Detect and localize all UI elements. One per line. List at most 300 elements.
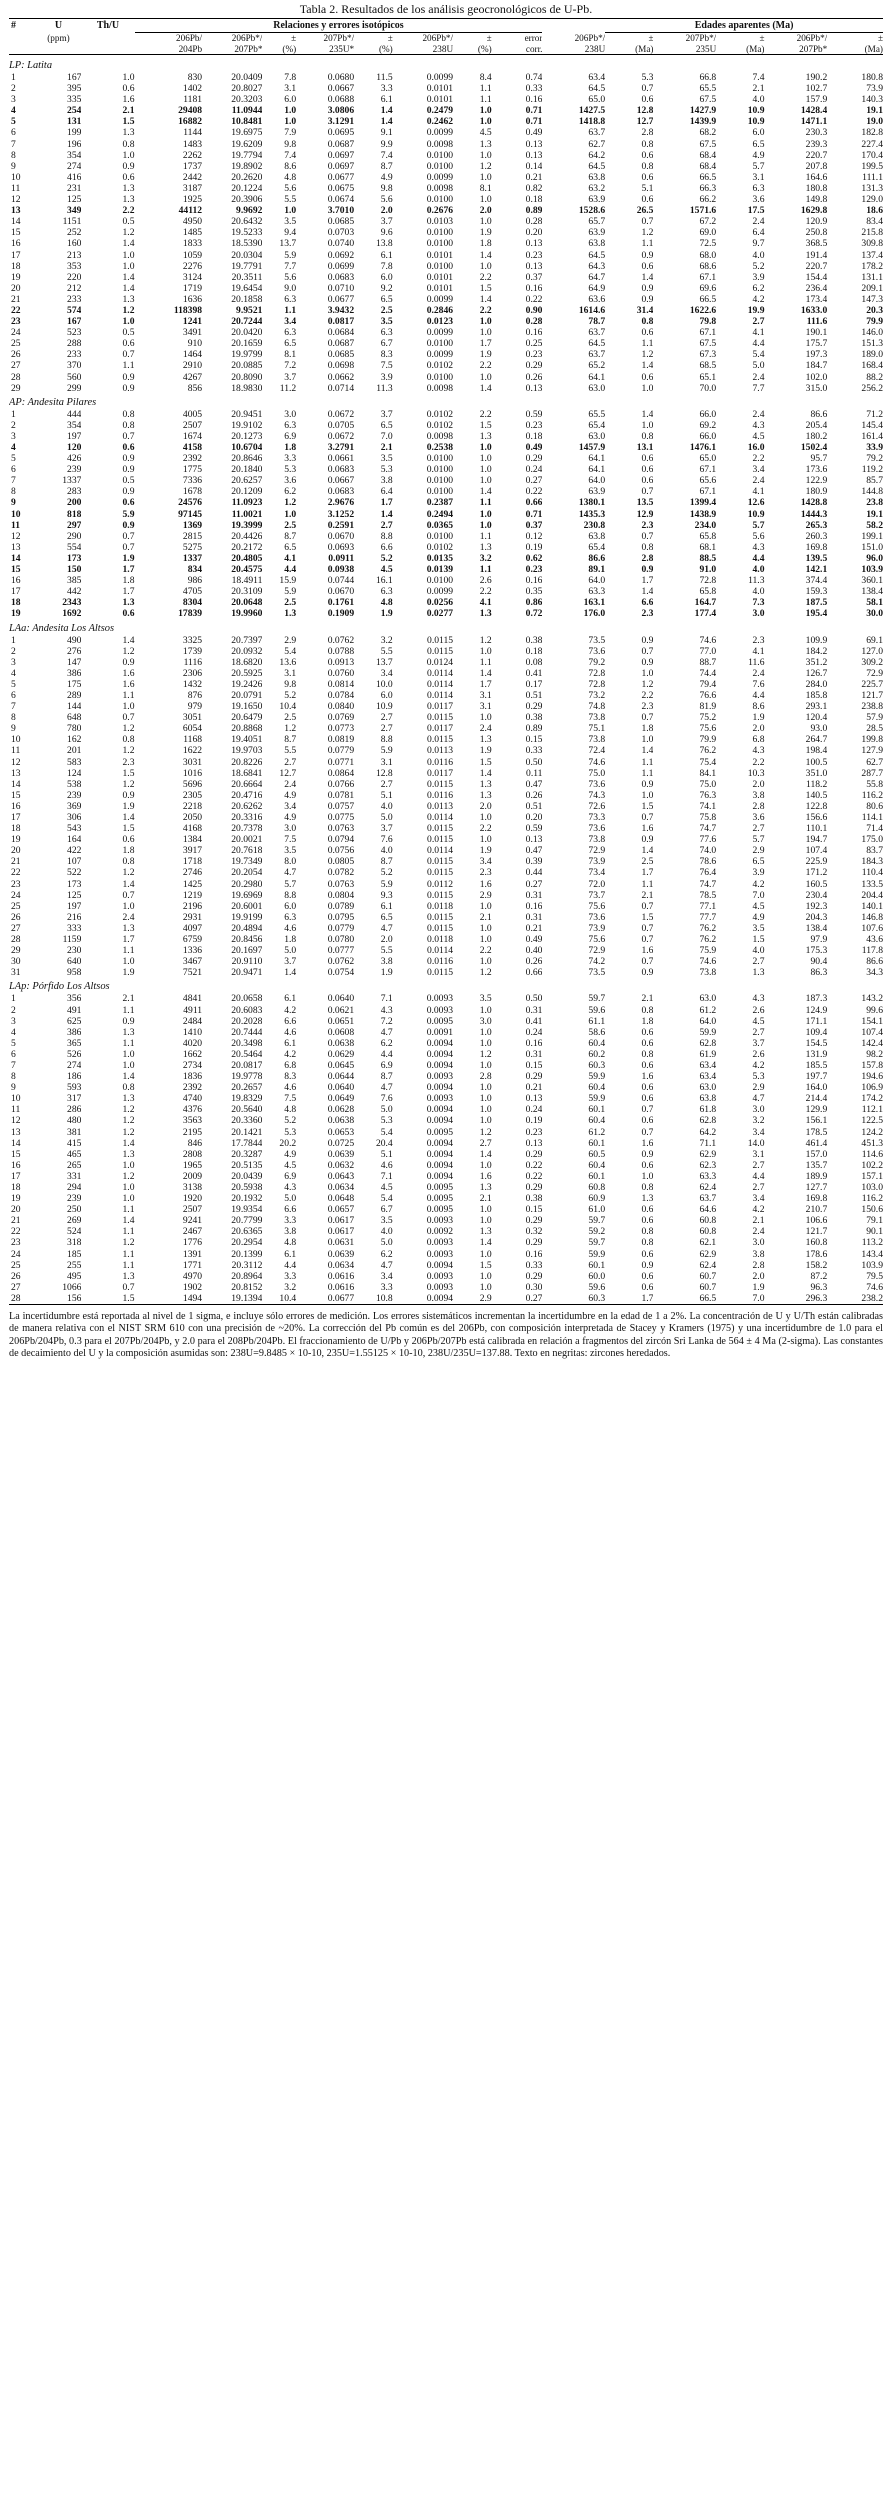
table-cell: 0.8 bbox=[641, 1237, 654, 1249]
table-cell: 9 bbox=[11, 1082, 16, 1094]
table-cell: 1.3 bbox=[479, 608, 492, 620]
table-cell: 74.6 bbox=[699, 634, 717, 646]
table-cell: 0.49 bbox=[525, 934, 543, 946]
table-cell: 64.1 bbox=[588, 371, 606, 383]
table-cell: 72.8 bbox=[699, 575, 717, 587]
table-cell: 0.9 bbox=[641, 778, 654, 790]
table-cell: 3917 bbox=[182, 845, 203, 857]
table-cell: 0.0116 bbox=[427, 956, 454, 968]
table-cell: 62.7 bbox=[588, 138, 606, 150]
table-cell: 0.9 bbox=[641, 564, 654, 576]
table-row bbox=[9, 183, 883, 194]
table-row bbox=[9, 575, 883, 586]
table-cell: 1.5 bbox=[479, 756, 492, 768]
table-cell: 175.7 bbox=[805, 338, 828, 350]
table-cell: 0.25 bbox=[525, 338, 543, 350]
table-cell: 103.9 bbox=[861, 564, 883, 576]
table-cell: 0.90 bbox=[525, 304, 543, 316]
table-cell: 0.0101 bbox=[426, 94, 454, 106]
table-cell: 1.3 bbox=[122, 127, 135, 139]
table-cell: 11.6 bbox=[748, 656, 765, 668]
table-cell: 0.0094 bbox=[426, 1159, 454, 1171]
table-cell: 9 bbox=[11, 497, 16, 509]
table-cell: 12.6 bbox=[747, 497, 765, 509]
table-cell: 96.0 bbox=[866, 552, 883, 564]
table-cell: 7.5 bbox=[380, 360, 393, 372]
table-cell: 0.6 bbox=[641, 1159, 654, 1171]
table-cell: 1.1 bbox=[479, 83, 492, 95]
table-cell: 13 bbox=[11, 205, 21, 217]
table-cell: 9.9 bbox=[380, 138, 393, 150]
subheader-top-7: error bbox=[524, 33, 543, 43]
table-cell: 1369 bbox=[182, 519, 203, 531]
table-cell: 1.3 bbox=[479, 430, 492, 442]
table-cell: 4.7 bbox=[284, 867, 297, 879]
table-cell: 0.0115 bbox=[427, 867, 454, 879]
table-cell: 194.7 bbox=[805, 834, 828, 846]
table-cell: 1.4 bbox=[122, 878, 135, 890]
table-cell: 20.1659 bbox=[231, 338, 263, 350]
table-cell: 13.6 bbox=[279, 656, 297, 668]
table-cell: 1.3 bbox=[641, 1193, 654, 1205]
table-row bbox=[9, 1127, 883, 1138]
table-cell: 7.3 bbox=[752, 597, 765, 609]
table-cell: 73.9 bbox=[866, 83, 883, 95]
table-cell: 1920 bbox=[182, 1193, 203, 1205]
table-cell: 0.2538 bbox=[426, 442, 454, 453]
table-cell: 0.16 bbox=[525, 282, 543, 294]
table-cell: 59.7 bbox=[588, 993, 606, 1005]
table-cell: 0.0100 bbox=[426, 453, 454, 465]
table-cell: 6.9 bbox=[284, 430, 297, 442]
table-cell: 1614.6 bbox=[578, 304, 606, 316]
table-cell: 194.6 bbox=[861, 1071, 883, 1083]
table-cell: 309.8 bbox=[861, 238, 883, 250]
table-cell: 131.9 bbox=[805, 1048, 828, 1060]
table-row bbox=[9, 635, 883, 646]
table-cell: 3.1 bbox=[479, 701, 492, 713]
table-cell: 73.5 bbox=[588, 967, 606, 979]
table-cell: 4.2 bbox=[284, 1048, 297, 1060]
table-cell: 1 bbox=[11, 72, 16, 83]
table-cell: 0.7 bbox=[122, 430, 135, 442]
table-cell: 0.0114 bbox=[427, 812, 454, 823]
table-cell: 0.0116 bbox=[427, 756, 454, 768]
table-cell: 8.7 bbox=[380, 1071, 393, 1083]
table-cell: 5.0 bbox=[284, 945, 297, 957]
table-cell: 164.7 bbox=[694, 597, 717, 609]
table-cell: 560 bbox=[67, 371, 82, 383]
table-cell: 2.1 bbox=[641, 889, 654, 901]
table-cell: 9.3 bbox=[380, 889, 393, 901]
table-cell: 66.0 bbox=[699, 408, 717, 420]
table-cell: 1.2 bbox=[122, 1170, 135, 1182]
table-cell: 9.8 bbox=[284, 678, 297, 690]
table-cell: 63.3 bbox=[699, 1170, 717, 1182]
table-cell: 73.6 bbox=[588, 778, 606, 790]
table-row bbox=[9, 1271, 883, 1282]
table-cell: 0.0095 bbox=[426, 1126, 454, 1138]
table-cell: 10.9 bbox=[747, 508, 765, 520]
table-cell: 192.3 bbox=[805, 900, 828, 912]
table-cell: 62.3 bbox=[699, 1159, 717, 1171]
table-cell: 7.1 bbox=[380, 1170, 393, 1182]
table-cell: 210.7 bbox=[805, 1204, 828, 1216]
table-cell: 0.6 bbox=[641, 327, 654, 339]
table-cell: 143.4 bbox=[861, 1248, 883, 1260]
table-cell: 75.8 bbox=[699, 812, 717, 823]
table-cell: 227.4 bbox=[861, 138, 883, 150]
table-cell: 0.18 bbox=[525, 430, 543, 442]
table-cell: 124 bbox=[67, 767, 82, 779]
table-cell: 0.0705 bbox=[327, 419, 355, 431]
section-header bbox=[9, 978, 883, 993]
table-cell: 0.0667 bbox=[327, 475, 355, 487]
table-cell: 3467 bbox=[182, 956, 203, 968]
table-cell: 6.2 bbox=[752, 282, 765, 294]
table-cell: 1.4 bbox=[479, 1237, 492, 1249]
table-cell: 1629.8 bbox=[800, 205, 828, 217]
table-cell: 66.0 bbox=[699, 430, 717, 442]
table-cell: 1.0 bbox=[479, 1026, 492, 1038]
table-cell: 126.7 bbox=[805, 667, 828, 679]
table-cell: 150 bbox=[67, 564, 82, 576]
table-cell: 0.33 bbox=[525, 745, 543, 757]
table-cell: 19.9199 bbox=[231, 911, 263, 923]
table-cell: 3.0806 bbox=[327, 105, 355, 117]
table-cell: 1.9 bbox=[752, 1281, 765, 1293]
table-cell: 0.37 bbox=[525, 519, 543, 531]
table-cell: 0.7 bbox=[641, 486, 654, 498]
table-cell: 0.0116 bbox=[427, 789, 454, 801]
table-cell: 1776 bbox=[182, 1237, 203, 1249]
table-cell: 4.2 bbox=[752, 878, 765, 890]
table-cell: 0.8 bbox=[122, 734, 135, 746]
table-cell: 0.9 bbox=[122, 1015, 135, 1027]
table-cell: 62.4 bbox=[699, 1259, 717, 1271]
table-row bbox=[9, 227, 883, 238]
table-cell: 0.8 bbox=[122, 1082, 135, 1094]
subheader-top-8: 206Pb*/ bbox=[574, 32, 606, 43]
table-cell: 127.7 bbox=[805, 1182, 828, 1193]
table-cell: 1.3 bbox=[122, 1148, 135, 1160]
table-cell: 19.6975 bbox=[231, 127, 263, 139]
table-cell: 200 bbox=[67, 497, 82, 509]
table-cell: 1.4 bbox=[284, 967, 297, 979]
table-cell: 20.3316 bbox=[231, 812, 263, 823]
table-cell: 0.29 bbox=[525, 1182, 543, 1193]
table-cell: 526 bbox=[67, 1048, 82, 1060]
table-cell: 20.8027 bbox=[231, 83, 263, 95]
table-cell: 71.2 bbox=[866, 408, 883, 420]
table-cell: 522 bbox=[67, 867, 82, 879]
table-cell: 2305 bbox=[182, 789, 203, 801]
table-cell: 20.1399 bbox=[231, 1248, 263, 1260]
table-cell: 60.4 bbox=[588, 1159, 606, 1171]
table-cell: 65.4 bbox=[588, 419, 606, 431]
table-cell: 0.6 bbox=[122, 608, 135, 620]
table-cell: 11.0944 bbox=[231, 105, 263, 117]
table-cell: 4.7 bbox=[380, 922, 393, 934]
table-cell: 9 bbox=[11, 723, 16, 735]
table-cell: 20.1697 bbox=[231, 945, 263, 957]
table-cell: 0.8 bbox=[122, 138, 135, 150]
table-cell: 2442 bbox=[182, 171, 203, 183]
table-cell: 0.9 bbox=[122, 382, 135, 394]
table-cell: 0.21 bbox=[525, 171, 543, 183]
table-cell: 88.2 bbox=[866, 371, 883, 383]
table-cell: 7.0 bbox=[752, 889, 765, 901]
table-cell: 1 bbox=[11, 634, 16, 646]
table-cell: 173 bbox=[67, 878, 82, 890]
table-cell: 1.8 bbox=[122, 575, 135, 587]
table-cell: 265.3 bbox=[805, 519, 828, 531]
table-cell: 0.23 bbox=[525, 1126, 543, 1138]
table-row bbox=[9, 383, 883, 394]
table-cell: 3.2 bbox=[284, 1281, 297, 1293]
table-cell: 8.7 bbox=[284, 530, 297, 542]
table-cell: 2.3 bbox=[479, 867, 492, 879]
table-cell: 118398 bbox=[173, 304, 203, 316]
table-cell: 1.1 bbox=[122, 360, 135, 372]
table-cell: 0.0124 bbox=[426, 656, 454, 668]
table-cell: 1337 bbox=[62, 475, 82, 487]
table-cell: 0.0805 bbox=[327, 856, 355, 868]
table-cell: 7.2 bbox=[284, 360, 297, 372]
table-cell: 0.7 bbox=[641, 956, 654, 968]
table-cell: 0.18 bbox=[525, 645, 543, 657]
table-cell: 80.6 bbox=[866, 800, 883, 812]
table-cell: 2.1 bbox=[479, 911, 492, 923]
table-cell: 1439.9 bbox=[689, 116, 717, 128]
table-cell: 60.4 bbox=[588, 1082, 606, 1094]
table-cell: 876 bbox=[187, 689, 203, 701]
table-cell: 73.2 bbox=[588, 689, 606, 701]
table-cell: 60.3 bbox=[542, 1293, 605, 1305]
table-cell: 23 bbox=[11, 316, 21, 328]
table-cell: 2.1 bbox=[122, 993, 135, 1005]
table-cell: 139.5 bbox=[805, 552, 828, 564]
table-cell: 1.1 bbox=[641, 767, 654, 779]
table-cell: 27 bbox=[11, 1281, 21, 1293]
table-cell: 83.4 bbox=[866, 216, 883, 228]
table-cell: 2.6 bbox=[479, 575, 492, 587]
table-cell: 0.38 bbox=[525, 712, 543, 724]
table-cell: 0.0644 bbox=[327, 1071, 355, 1083]
table-cell: 19 bbox=[11, 271, 21, 283]
table-cell: 6 bbox=[11, 689, 16, 701]
table-cell: 13.7 bbox=[375, 656, 393, 668]
table-cell: 1737 bbox=[182, 160, 203, 172]
table-row bbox=[9, 901, 883, 912]
table-cell: 189.9 bbox=[805, 1170, 828, 1182]
table-cell: 57.9 bbox=[866, 712, 883, 724]
table-cell: 113.2 bbox=[861, 1237, 883, 1249]
table-cell: 444 bbox=[67, 408, 82, 420]
table-cell: 2.2 bbox=[641, 689, 654, 701]
table-cell: 1.3 bbox=[122, 1270, 135, 1282]
table-cell: 0.0114 bbox=[427, 845, 454, 857]
table-cell: 4.4 bbox=[752, 552, 765, 564]
table-cell: 0.16 bbox=[525, 1037, 543, 1049]
table-cell: 0.0780 bbox=[327, 934, 355, 946]
table-cell: 0.7 bbox=[641, 812, 654, 823]
table-cell: 6.8 bbox=[284, 1059, 297, 1071]
table-cell: 18.5390 bbox=[231, 238, 263, 250]
table-cell: 158.2 bbox=[805, 1259, 828, 1271]
table-cell: 75.0 bbox=[588, 767, 606, 779]
table-cell: 58.6 bbox=[588, 1026, 606, 1038]
table-cell: 8.8 bbox=[380, 734, 393, 746]
table-cell: 1.6 bbox=[641, 1137, 654, 1149]
table-cell: 1391 bbox=[182, 1248, 203, 1260]
table-cell: 0.0094 bbox=[426, 1048, 454, 1060]
table-cell: 12.8 bbox=[636, 105, 654, 117]
table-cell: 180.2 bbox=[805, 430, 828, 442]
table-cell: 287.7 bbox=[861, 767, 883, 779]
table-cell: 2.1 bbox=[641, 993, 654, 1005]
table-row bbox=[9, 205, 883, 216]
table-cell: 9.6 bbox=[380, 227, 393, 239]
table-cell: 0.19 bbox=[525, 1115, 543, 1127]
table-cell: 3.1 bbox=[284, 83, 297, 95]
table-cell: 72.5 bbox=[699, 238, 717, 250]
table-cell: 2.8 bbox=[752, 800, 765, 812]
table-cell: 1402 bbox=[182, 83, 203, 95]
table-cell: 20.5464 bbox=[231, 1048, 263, 1060]
table-cell: 2.1 bbox=[380, 442, 393, 453]
table-cell: 67.1 bbox=[699, 271, 717, 283]
table-cell: 0.0608 bbox=[327, 1026, 355, 1038]
table-cell: 11.0923 bbox=[231, 497, 263, 509]
table-cell: 1.0 bbox=[479, 1115, 492, 1127]
table-cell: 4.5 bbox=[380, 564, 393, 576]
table-cell: 1.3 bbox=[122, 194, 135, 206]
table-cell: 0.2846 bbox=[426, 304, 454, 316]
table-cell: 75.1 bbox=[588, 723, 606, 735]
table-cell: 0.0099 bbox=[426, 349, 454, 361]
table-cell: 6 bbox=[11, 127, 16, 139]
table-cell: 59.7 bbox=[588, 1237, 606, 1249]
table-row bbox=[9, 1204, 883, 1215]
table-cell: 0.0099 bbox=[426, 293, 454, 305]
table-cell: 20.6001 bbox=[231, 900, 263, 912]
table-cell: 4.9 bbox=[284, 1148, 297, 1160]
table-cell: 159.3 bbox=[805, 586, 828, 598]
table-cell: 154.5 bbox=[805, 1037, 828, 1049]
table-cell: 20.0021 bbox=[231, 834, 263, 846]
table-cell: 0.7 bbox=[641, 900, 654, 912]
table-cell: 4.0 bbox=[752, 564, 765, 576]
table-cell: 0.0683 bbox=[327, 464, 355, 476]
table-row bbox=[9, 161, 883, 172]
table-cell: 0.5 bbox=[122, 327, 135, 339]
table-cell: 8.8 bbox=[284, 889, 297, 901]
table-cell: 0.0684 bbox=[327, 327, 355, 339]
table-cell: 22 bbox=[11, 1226, 21, 1238]
table-cell: 1.2 bbox=[122, 227, 135, 239]
table-cell: 3.0 bbox=[752, 1237, 765, 1249]
table-cell: 1.0 bbox=[122, 900, 135, 912]
table-cell: 140.5 bbox=[805, 789, 828, 801]
table-cell: 0.8 bbox=[641, 316, 654, 328]
table-cell: 73.9 bbox=[588, 856, 606, 868]
table-cell: 8.6 bbox=[752, 701, 765, 713]
table-cell: 289 bbox=[67, 689, 82, 701]
table-cell: 2507 bbox=[182, 419, 203, 431]
table-cell: 0.0616 bbox=[327, 1270, 355, 1282]
table-cell: 34.3 bbox=[866, 967, 883, 979]
table-cell: 0.7 bbox=[122, 1281, 135, 1293]
table-cell: 7 bbox=[11, 475, 16, 487]
table-cell: 2815 bbox=[182, 530, 203, 542]
table-cell: 233 bbox=[67, 349, 82, 361]
table-cell: 2262 bbox=[182, 149, 203, 161]
table-cell: 167 bbox=[67, 72, 82, 83]
table-cell: 76.6 bbox=[699, 689, 717, 701]
table-cell: 4.2 bbox=[284, 1004, 297, 1016]
table-cell: 2.2 bbox=[479, 823, 492, 835]
table-cell: 64.5 bbox=[588, 160, 606, 172]
table-cell: 461.4 bbox=[805, 1137, 828, 1149]
table-cell: 13 bbox=[11, 767, 21, 779]
table-cell: 1.0 bbox=[284, 105, 297, 117]
table-cell: 4.9 bbox=[284, 789, 297, 801]
table-cell: 1.4 bbox=[122, 1215, 135, 1227]
table-cell: 4.4 bbox=[752, 1170, 765, 1182]
table-cell: 19.9354 bbox=[231, 1204, 263, 1216]
table-row bbox=[9, 1237, 883, 1248]
table-cell: 0.9 bbox=[641, 634, 654, 646]
table-row bbox=[9, 150, 883, 161]
table-cell: 114.1 bbox=[861, 812, 883, 823]
table-cell: 20.6664 bbox=[231, 778, 263, 790]
table-cell: 0.16 bbox=[525, 1248, 543, 1260]
table-cell: 4097 bbox=[182, 922, 203, 934]
table-cell: 44112 bbox=[178, 205, 203, 217]
table-cell: 3.5 bbox=[380, 1215, 393, 1227]
table-cell: 4.3 bbox=[752, 993, 765, 1005]
table-cell: 6.8 bbox=[752, 734, 765, 746]
table-row bbox=[9, 586, 883, 597]
table-cell: 0.0099 bbox=[426, 171, 454, 183]
table-cell: 5 bbox=[11, 1037, 16, 1049]
table-cell: 0.0101 bbox=[426, 282, 454, 294]
table-cell: 6.3 bbox=[380, 327, 393, 339]
table-cell: 5.2 bbox=[380, 552, 393, 564]
table-cell: 1.2 bbox=[122, 1126, 135, 1138]
table-cell: 9 bbox=[11, 160, 16, 172]
table-row bbox=[9, 768, 883, 779]
table-cell: 415 bbox=[67, 1137, 82, 1149]
table-cell: 4.3 bbox=[752, 419, 765, 431]
table-cell: 0.0674 bbox=[327, 194, 355, 206]
table-cell: 20.6083 bbox=[231, 1004, 263, 1016]
table-cell: 0.7 bbox=[641, 645, 654, 657]
table-cell: 1502.4 bbox=[800, 442, 828, 453]
table-cell: 1.0 bbox=[479, 508, 492, 520]
table-cell: 0.0672 bbox=[327, 408, 355, 420]
table-cell: 1.0 bbox=[641, 789, 654, 801]
table-cell: 250.8 bbox=[805, 227, 828, 239]
table-cell: 59.6 bbox=[588, 1004, 606, 1016]
table-cell: 2.2 bbox=[479, 360, 492, 372]
table-cell: 1.9 bbox=[479, 349, 492, 361]
table-cell: 0.7 bbox=[641, 1104, 654, 1116]
table-cell: 12.8 bbox=[375, 767, 393, 779]
table-cell: 0.23 bbox=[525, 419, 543, 431]
table-cell: 20.3203 bbox=[231, 94, 263, 106]
